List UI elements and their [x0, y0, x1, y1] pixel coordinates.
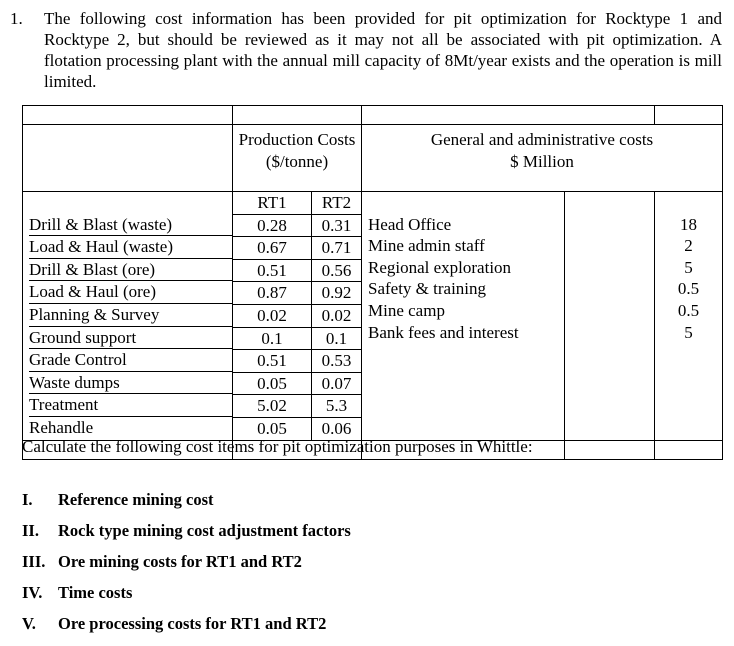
task-text: Ore processing costs for RT1 and RT2 — [58, 614, 327, 633]
ga-value: 18 — [680, 214, 697, 234]
rt1-value: 0.87 — [233, 282, 311, 305]
activity-column — [23, 192, 233, 441]
rt2-value: 0.92 — [312, 282, 361, 305]
activity-drill-blast-waste: Drill & Blast (waste) — [29, 214, 232, 237]
task-item — [22, 583, 351, 614]
ga-item-bank-fees: Bank fees and interest — [368, 322, 519, 342]
activity-load-haul-ore: Load & Haul (ore) — [29, 281, 232, 304]
task-number: V. — [22, 614, 36, 633]
rt1-value: 0.51 — [233, 350, 311, 373]
ga-costs-header — [362, 125, 723, 192]
rt2-value: 0.02 — [312, 305, 361, 328]
rt1-column — [233, 192, 312, 441]
activity-grade-control: Grade Control — [29, 349, 232, 372]
production-costs-title: Production Costs — [238, 130, 356, 149]
ga-value: 0.5 — [677, 279, 700, 299]
question-number: 1. — [10, 9, 23, 28]
rt2-value: 0.71 — [312, 237, 361, 260]
task-number: IV. — [22, 583, 43, 602]
ga-value: 5 — [684, 257, 693, 277]
rt2-value: 0.07 — [312, 373, 361, 396]
rt1-value: 0.05 — [257, 418, 287, 438]
task-item — [22, 552, 351, 583]
rt2-value: 0.56 — [312, 260, 361, 283]
rt1-value: 0.28 — [233, 215, 311, 238]
rt1-value: 0.51 — [233, 260, 311, 283]
rt2-value: 0.06 — [321, 418, 352, 438]
rt1-value: 0.67 — [233, 237, 311, 260]
cost-table — [22, 105, 723, 460]
ga-item-mine-admin: Mine admin staff — [368, 236, 485, 256]
task-list — [22, 490, 351, 645]
table-data-row — [23, 192, 723, 441]
task-text: Time costs — [58, 583, 133, 602]
ga-costs-title: General and administrative costs — [430, 130, 654, 149]
ga-value: 2 — [684, 236, 693, 256]
task-item — [22, 490, 351, 521]
ga-item-safety-training: Safety & training — [368, 279, 487, 299]
task-number: II. — [22, 521, 39, 540]
activity-drill-blast-ore: Drill & Blast (ore) — [29, 259, 232, 282]
task-item — [22, 521, 351, 552]
activity-ground-support: Ground support — [29, 327, 232, 350]
ga-item-regional-exploration: Regional exploration — [368, 257, 512, 277]
activity-waste-dumps: Waste dumps — [29, 372, 232, 395]
question-text: The following cost information has been provided for pit optimization for Rocktype 1 and Rocktype 2, but should be reviewed as it may not all be associated with pit optimization. A flotation processing plant with the annual mill capacity of 8Mt/year exists and the operation is mill limited. — [44, 9, 722, 91]
task-text: Ore mining costs for RT1 and RT2 — [58, 552, 302, 571]
ga-item-head-office: Head Office — [368, 214, 452, 234]
rt1-value: 5.02 — [233, 395, 311, 418]
rt1-value: 0.1 — [233, 328, 311, 351]
rt2-value: 0.1 — [312, 328, 361, 351]
ga-costs-unit: $ Million — [510, 151, 574, 171]
rt2-value: 0.31 — [312, 215, 361, 238]
ga-item-mine-camp: Mine camp — [368, 300, 445, 320]
table-header-row — [23, 125, 723, 192]
activity-rehandle: Rehandle — [29, 417, 94, 437]
rt2-value: 5.3 — [312, 395, 361, 418]
activity-load-haul-waste: Load & Haul (waste) — [29, 236, 232, 259]
rt1-value: 0.05 — [233, 373, 311, 396]
task-number: III. — [22, 552, 46, 571]
table-spacer-row — [23, 106, 723, 125]
task-item — [22, 614, 351, 645]
calculation-prompt: Calculate the following cost items for pit optimization purposes in Whittle: — [22, 437, 533, 456]
ga-value: 0.5 — [677, 300, 700, 320]
production-costs-unit: ($/tonne) — [265, 151, 329, 171]
ga-value-column — [655, 192, 723, 441]
task-text: Rock type mining cost adjustment factors — [58, 521, 351, 540]
activity-planning-survey: Planning & Survey — [29, 304, 232, 327]
task-number: I. — [22, 490, 33, 509]
ga-item-column — [362, 192, 565, 441]
rt2-column — [312, 192, 362, 441]
ga-value: 5 — [684, 322, 693, 342]
ga-spacer-column — [565, 192, 655, 441]
task-text: Reference mining cost — [58, 490, 214, 509]
question-intro — [10, 8, 722, 92]
activity-treatment: Treatment — [29, 394, 232, 417]
rt2-value: 0.53 — [312, 350, 361, 373]
production-costs-header — [233, 125, 362, 192]
rt2-label: RT2 — [312, 192, 361, 215]
rt1-value: 0.02 — [233, 305, 311, 328]
rt1-label: RT1 — [233, 192, 311, 215]
